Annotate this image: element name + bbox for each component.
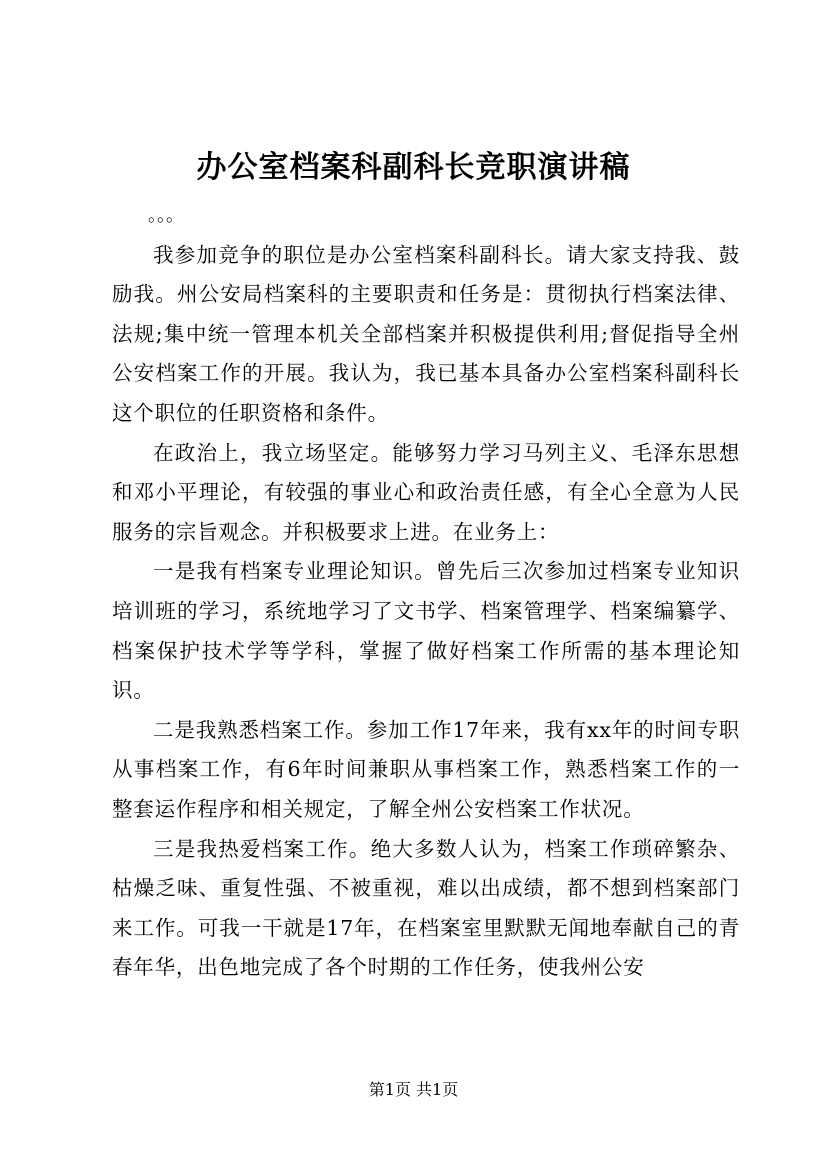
paragraph-politics: 在政治上，我立场坚定。能够努力学习马列主义、毛泽东思想和邓小平理论，有较强的事业心和政治责任感，有全心全意为人民服务的宗旨观念。并积极要求上进。在业务上： [112, 440, 740, 544]
paragraph-point-one: 一是我有档案专业理论知识。曾先后三次参加过档案专业知识培训班的学习，系统地学习了文书学、档案管理学、档案编纂学、档案保护技术学等学科，掌握了做好档案工作所需的基本理论知识。 [112, 559, 740, 703]
paragraph-point-two: 二是我熟悉档案工作。参加工作17年来，我有xx年的时间专职从事档案工作，有6年时间兼职从事档案工作，熟悉档案工作的一整套运作程序和相关规定，了解全州公安档案工作状况。 [112, 717, 740, 821]
document-body [112, 196, 740, 988]
paragraph-position: 我参加竞争的职位是办公室档案科副科长。请大家支持我、鼓励我。州公安局档案科的主要职责和任务是：贯彻执行档案法律、法规;集中统一管理本机关全部档案并积极提供利用;督促指导全州公安档案工作的开展。我认为，我已基本具备办公室档案科副科长这个职位的任职资格和条件。 [112, 242, 740, 425]
document-title: 办公室档案科副科长竞职演讲稿 [196, 150, 631, 185]
paragraph-ellipsis: 。。。 [148, 205, 184, 226]
paragraph-point-three: 三是我热爱档案工作。绝大多数人认为，档案工作琐碎繁杂、枯燥乏味、重复性强、不被重视，难以出成绩，都不想到档案部门来工作。可我一干就是17年，在档案室里默默无闻地奉献自己的青春年华，出色地完成了各个时期的工作任务，使我州公安 [112, 836, 740, 980]
page-footer: 第1页 共1页 [368, 1080, 459, 1099]
